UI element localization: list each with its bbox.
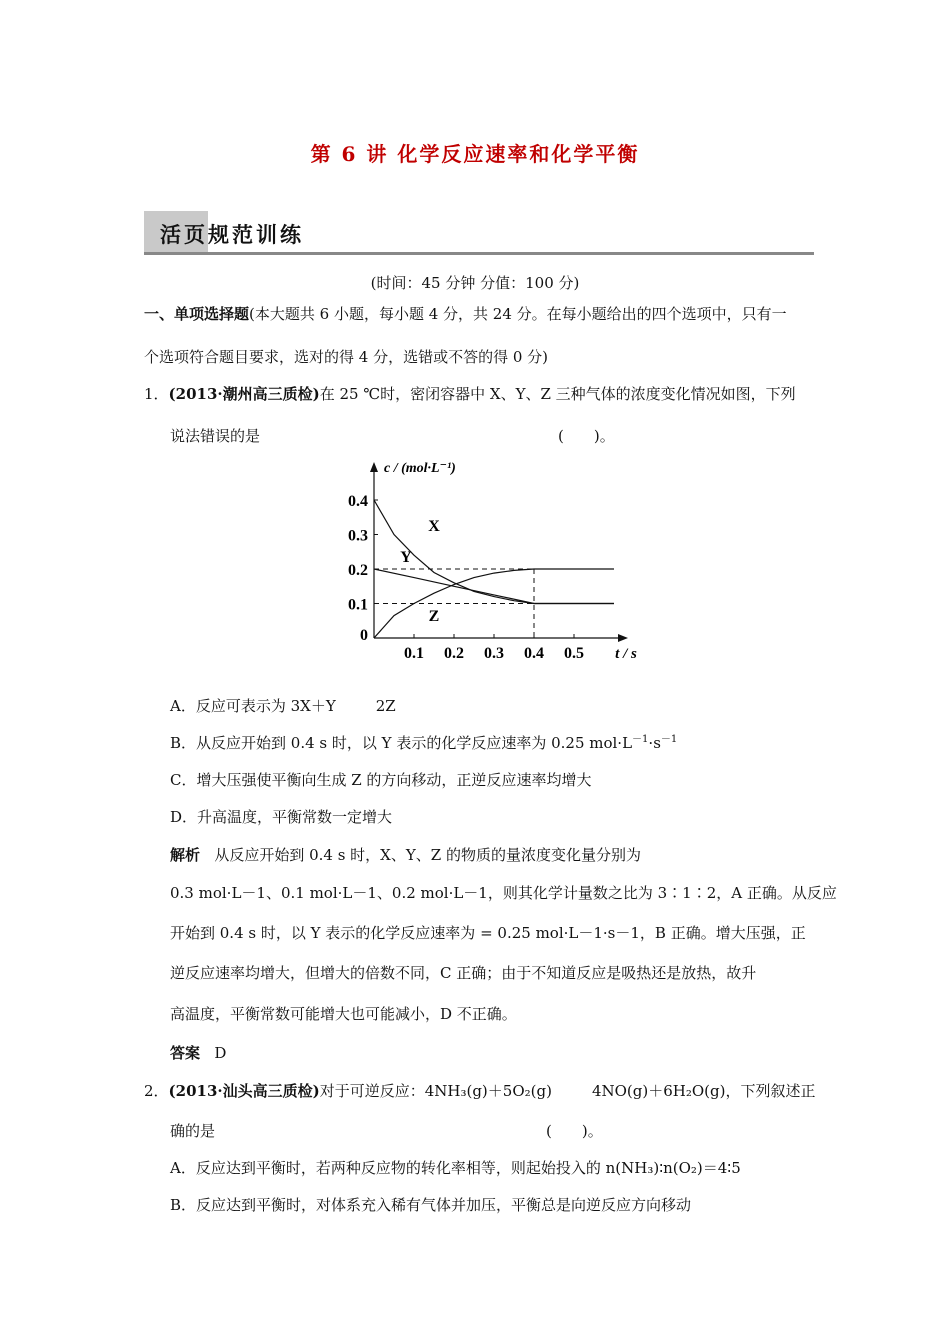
x-axis-label: t / s	[615, 646, 637, 662]
analysis-text-1: 从反应开始到 0.4 s 时，X、Y、Z 的物质的量浓度变化量分别为	[214, 846, 641, 864]
q1-analysis-line-3: 开始到 0.4 s 时，以 Y 表示的化学反应速率为 = 0.25 mol·L－1·s－1，B 正确。增大压强，正	[170, 924, 806, 942]
y-axis-arrow	[370, 462, 378, 472]
q1-source: (2013·潮州高三质检)	[168, 385, 320, 403]
section-desc-1: (本大题共 6 小题，每小题 4 分，共 24 分。在每小题给出的四个选项中，只有一	[249, 305, 787, 323]
q2-number: 2．	[144, 1082, 169, 1100]
y-tick-label: 0.2	[348, 562, 368, 579]
q2-source: (2013·汕头高三质检)	[168, 1082, 320, 1100]
q1-option-a-product: 2Z	[375, 697, 396, 715]
exam-meta: (时间：45 分钟 分值：100 分)	[370, 274, 580, 292]
q1-option-c: C．增大压强使平衡向生成 Z 的方向移动，正逆反应速率均增大	[170, 771, 592, 789]
q1-stem-line-1	[144, 383, 796, 404]
q2-answer-paren: ( )。	[546, 1122, 603, 1140]
x-tick-label: 0.4	[524, 645, 544, 662]
y-tick-label: 0.1	[348, 596, 368, 614]
q1-answer-paren: ( )。	[558, 427, 615, 445]
banner-divider	[144, 252, 814, 255]
x-tick-label: 0.3	[484, 645, 504, 662]
q2-stem-pre: 对于可逆反应：4NH₃(g)＋5O₂(g)	[319, 1082, 552, 1100]
q1-option-a-text: A．反应可表示为 3X＋Y	[170, 697, 336, 715]
page-title: 第 6 讲 化学反应速率和化学平衡	[310, 142, 640, 166]
q1-option-b	[170, 732, 677, 753]
x-tick-label: 0.5	[564, 645, 584, 662]
series-line-y	[374, 569, 614, 604]
q1-option-b-text: B．从反应开始到 0.4 s 时，以 Y 表示的化学反应速率为 0.25 mol·L	[170, 734, 633, 752]
analysis-label: 解析	[170, 846, 201, 864]
y-axis-label: c / (mol·L⁻¹)	[384, 461, 456, 476]
answer-value: D	[214, 1044, 227, 1062]
q1-analysis-line-5: 高温度，平衡常数可能增大也可能减小，D 不正确。	[170, 1005, 517, 1023]
q1-option-b-mid: ·s	[648, 734, 661, 752]
q1-stem-1: 在 25 ℃时，密闭容器中 X、Y、Z 三种气体的浓度变化情况如图，下列	[319, 385, 796, 403]
q1-stem-2: 说法错误的是	[170, 427, 261, 445]
q1-option-b-sup2: －1	[660, 734, 678, 745]
q2-option-a: A．反应达到平衡时，若两种反应物的转化率相等，则起始投入的 n(NH₃)∶n(O₂)＝4∶5	[170, 1159, 741, 1177]
section-desc-2: 个选项符合题目要求，选对的得 4 分，选错或不答的得 0 分)	[144, 348, 549, 366]
answer-label: 答案	[170, 1044, 201, 1062]
section-heading: 一、单项选择题	[144, 305, 250, 323]
banner-heading: 活页规范训练	[160, 222, 304, 247]
q1-option-a	[170, 695, 396, 716]
q1-number: 1．	[144, 385, 169, 403]
section-line-1	[144, 303, 787, 324]
origin-label: 0	[360, 627, 368, 644]
q1-option-d: D．升高温度，平衡常数一定增大	[170, 808, 393, 826]
q1-answer	[170, 1042, 226, 1063]
y-tick-label: 0.4	[348, 493, 368, 510]
concentration-chart	[330, 450, 640, 670]
q1-analysis-line-1	[170, 844, 641, 865]
series-label-z: Z	[428, 607, 440, 625]
x-axis-arrow	[618, 634, 628, 642]
x-tick-label: 0.1	[404, 645, 424, 662]
q2-stem-2: 确的是	[170, 1122, 216, 1140]
q2-option-b: B．反应达到平衡时，对体系充入稀有气体并加压，平衡总是向逆反应方向移动	[170, 1196, 692, 1214]
q1-option-b-sup1: －1	[632, 734, 649, 745]
q1-analysis-line-2: 0.3 mol·L－1、0.1 mol·L－1、0.2 mol·L－1，则其化学计量数之比为 3∶1∶2，A 正确。从反应	[170, 884, 837, 902]
q1-analysis-line-4: 逆反应速率均增大，但增大的倍数不同，C 正确；由于不知道反应是吸热还是放热，故升	[170, 964, 757, 982]
y-tick-label: 0.3	[348, 527, 368, 545]
series-label-y: Y	[400, 549, 412, 567]
q2-stem-line-1	[144, 1080, 815, 1101]
q2-stem-post: 4NO(g)＋6H₂O(g)，下列叙述正	[591, 1082, 816, 1100]
series-label-x: X	[428, 518, 440, 536]
x-tick-label: 0.2	[444, 645, 464, 662]
